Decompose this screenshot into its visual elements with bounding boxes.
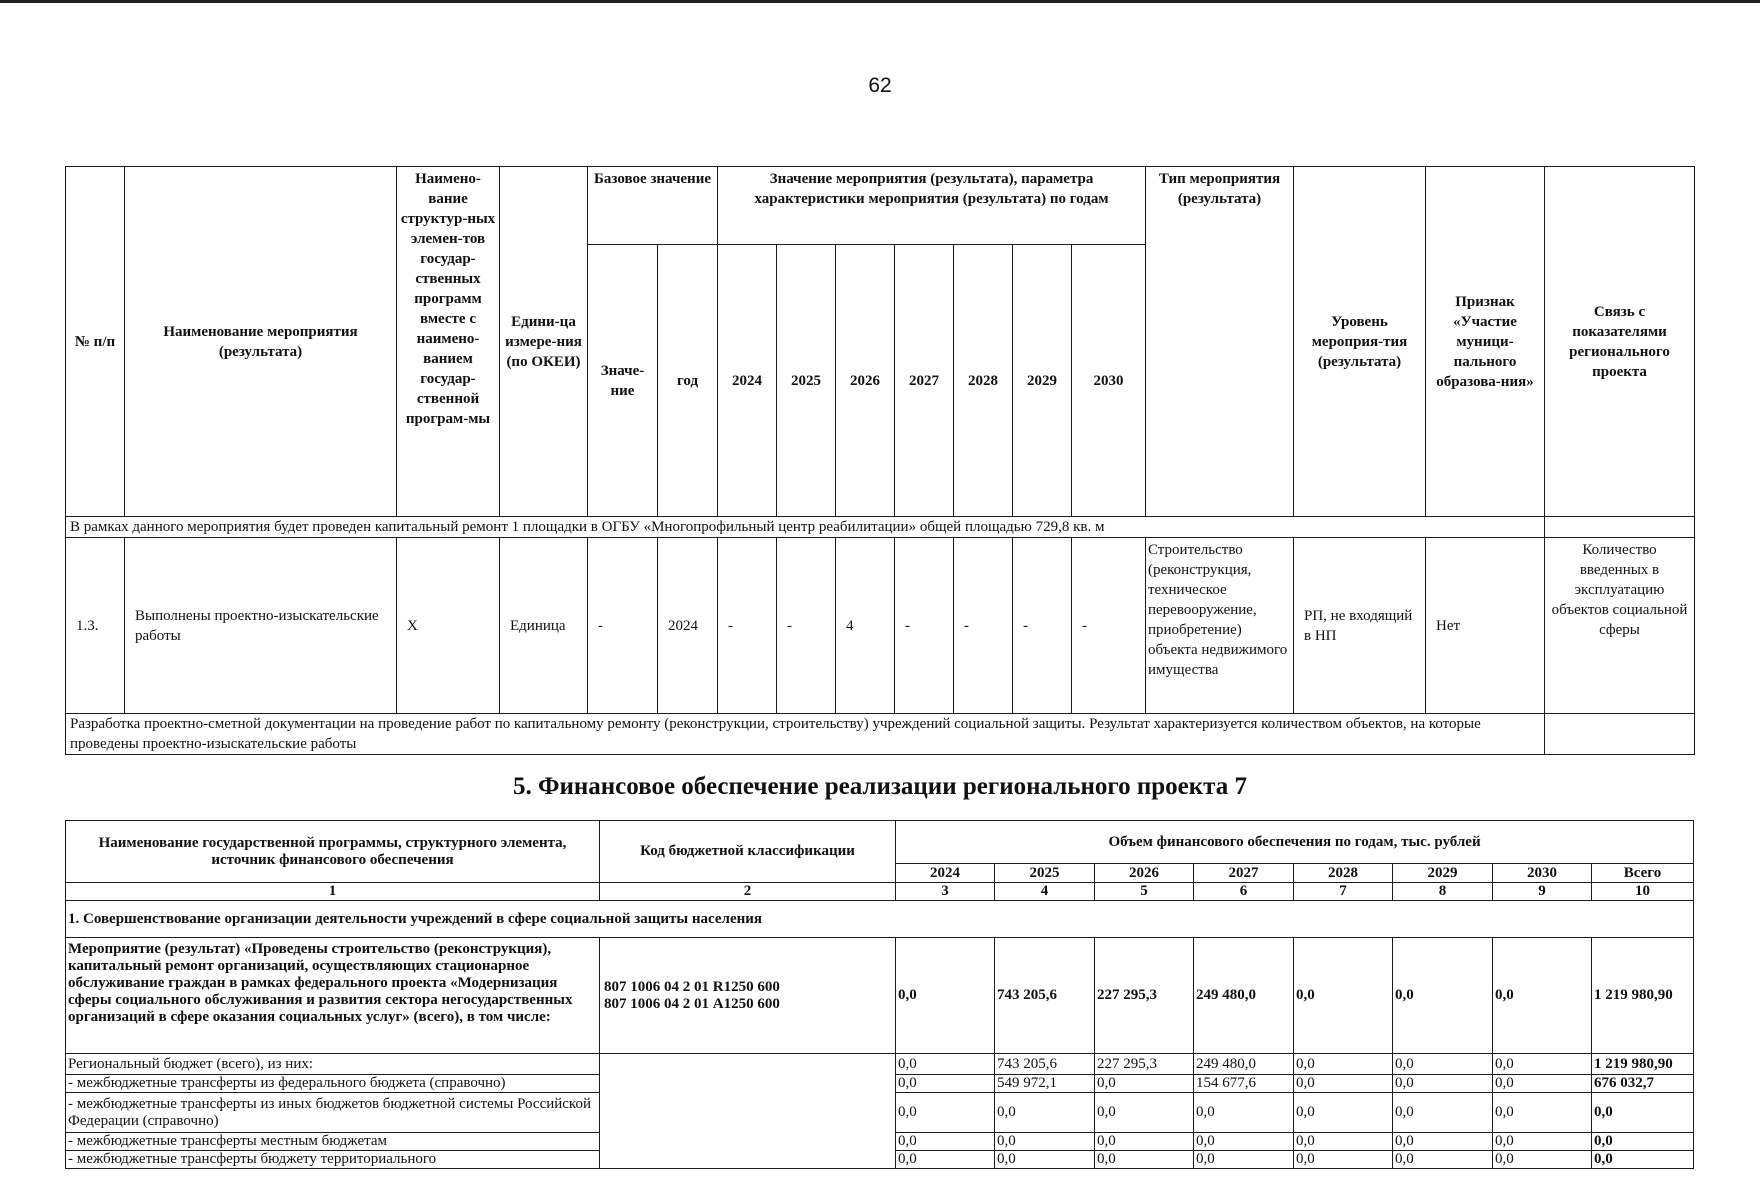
source-value: 0,0 xyxy=(1294,1151,1393,1169)
header-budget-code: Код бюджетной классификации xyxy=(600,821,896,883)
column-number: 8 xyxy=(1393,883,1493,901)
header-event-name: Наименование мероприятия (результата) xyxy=(125,167,397,517)
source-value: 0,0 xyxy=(1095,1133,1194,1151)
budget-code: 807 1006 04 2 01 А1250 600 xyxy=(604,995,780,1012)
source-value: 0,0 xyxy=(1095,1151,1194,1169)
source-value: 0,0 xyxy=(896,1151,995,1169)
column-number: 9 xyxy=(1493,883,1592,901)
note-bottom: Разработка проектно-сметной документации на проведение работ по капитальному ремонту (реконструкции, строительству) учреждений социальной защиты. Результат характеризуется количеством объектов, на которые проведены проектно-изыскательские работы xyxy=(66,714,1545,755)
empty-cell xyxy=(1545,517,1695,538)
source-value: 743 205,6 xyxy=(995,1054,1095,1075)
source-total: 676 032,7 xyxy=(1592,1075,1694,1093)
event-value: 0,0 xyxy=(1493,938,1592,1054)
header-year: 2029 xyxy=(1013,245,1072,517)
header-event-level: Уровень мероприя-тия (результата) xyxy=(1294,167,1426,517)
source-value: 0,0 xyxy=(1393,1093,1493,1133)
header-values-by-year: Значение мероприятия (результата), параметра характеристики мероприятия (результата) по годам xyxy=(718,167,1146,245)
header-year: 2026 xyxy=(836,245,895,517)
header-year: 2029 xyxy=(1393,864,1493,883)
event-value: 0,0 xyxy=(1294,938,1393,1054)
event-name: Мероприятие (результат) «Проведены строительство (реконструкция), капитальный ремонт организаций, осуществляющих стационарное обслуживание граждан в рамках федерального проекта «Модернизация сферы социального обслуживания и развития сектора негосударственных организаций в сфере оказания социальных услуг» (всего), в том числе: xyxy=(66,938,600,1054)
source-value: 0,0 xyxy=(1294,1054,1393,1075)
source-total: 1 219 980,90 xyxy=(1592,1054,1694,1075)
event-value: 0,0 xyxy=(896,938,995,1054)
source-value: 0,0 xyxy=(1493,1151,1592,1169)
event-total: 1 219 980,90 xyxy=(1592,938,1694,1054)
top-border-line xyxy=(0,0,1760,3)
column-number: 2 xyxy=(600,883,896,901)
source-value: 0,0 xyxy=(995,1093,1095,1133)
row-num: 1.3. xyxy=(66,538,125,714)
section-row: 1. Совершенствование организации деятельности учреждений в сфере социальной защиты населения xyxy=(66,901,1694,938)
header-year: 2024 xyxy=(718,245,777,517)
row-year-value: - xyxy=(1013,538,1072,714)
source-value: 0,0 xyxy=(1194,1151,1294,1169)
header-unit: Едини-ца измере-ния (по ОКЕИ) xyxy=(500,167,588,517)
financing-table xyxy=(65,820,1694,1169)
row-year-value: - xyxy=(895,538,954,714)
source-value: 154 677,6 xyxy=(1194,1075,1294,1093)
source-label: - межбюджетные трансферты бюджету территориального xyxy=(66,1151,600,1169)
source-value: 0,0 xyxy=(1493,1133,1592,1151)
budget-code: 807 1006 04 2 01 R1250 600 xyxy=(604,978,780,995)
source-value: 0,0 xyxy=(1095,1093,1194,1133)
header-financing-volume: Объем финансового обеспечения по годам, тыс. рублей xyxy=(896,821,1694,864)
row-structural: Х xyxy=(397,538,500,714)
row-municipal: Нет xyxy=(1426,538,1545,714)
event-value: 227 295,3 xyxy=(1095,938,1194,1054)
header-year: 2030 xyxy=(1493,864,1592,883)
source-value: 0,0 xyxy=(995,1151,1095,1169)
budget-codes xyxy=(600,938,896,1054)
row-event-name: Выполнены проектно-изыскательские работы xyxy=(125,538,397,714)
row-event-type: Строительство (реконструкция, техническое перевооружение, приобретение) объекта недвижимого имущества xyxy=(1146,538,1294,714)
source-label: - межбюджетные трансферты из федерального бюджета (справочно) xyxy=(66,1075,600,1093)
empty-code-cell xyxy=(600,1054,896,1169)
source-label: - межбюджетные трансферты из иных бюджетов бюджетной системы Российской Федерации (справочно) xyxy=(66,1093,600,1133)
column-number: 6 xyxy=(1194,883,1294,901)
events-table xyxy=(65,166,1695,755)
header-year: 2026 xyxy=(1095,864,1194,883)
row-year-value: - xyxy=(954,538,1013,714)
row-year-value: 4 xyxy=(836,538,895,714)
note-top: В рамках данного мероприятия будет проведен капитальный ремонт 1 площадки в ОГБУ «Многопрофильный центр реабилитации» общей площадью 729,8 кв. м xyxy=(66,517,1545,538)
source-value: 0,0 xyxy=(1194,1093,1294,1133)
empty-cell xyxy=(1545,714,1695,755)
row-unit: Единица xyxy=(500,538,588,714)
header-year: 2027 xyxy=(1194,864,1294,883)
source-value: 0,0 xyxy=(896,1133,995,1151)
column-number: 5 xyxy=(1095,883,1194,901)
source-total: 0,0 xyxy=(1592,1133,1694,1151)
source-value: 0,0 xyxy=(1393,1133,1493,1151)
source-value: 0,0 xyxy=(896,1075,995,1093)
source-value: 0,0 xyxy=(1294,1133,1393,1151)
header-base-value: Базовое значение xyxy=(588,167,718,245)
header-total: Всего xyxy=(1592,864,1694,883)
source-value: 0,0 xyxy=(1393,1151,1493,1169)
source-value: 0,0 xyxy=(995,1133,1095,1151)
source-value: 0,0 xyxy=(1194,1133,1294,1151)
row-base-year: 2024 xyxy=(658,538,718,714)
header-year: 2024 xyxy=(896,864,995,883)
source-label: - межбюджетные трансферты местным бюджетам xyxy=(66,1133,600,1151)
header-year: 2027 xyxy=(895,245,954,517)
source-value: 0,0 xyxy=(1095,1075,1194,1093)
header-structural-elements: Наимено-вание структур-ных элемен-тов государ-ственных программ вместе с наимено-ванием государ-ственной програм-мы xyxy=(397,167,500,517)
header-municipal-participation: Признак «Участие муници-пального образова-ния» xyxy=(1426,167,1545,517)
source-total: 0,0 xyxy=(1592,1093,1694,1133)
source-value: 0,0 xyxy=(1393,1075,1493,1093)
source-value: 227 295,3 xyxy=(1095,1054,1194,1075)
source-label: Региональный бюджет (всего), из них: xyxy=(66,1054,600,1075)
column-number: 7 xyxy=(1294,883,1393,901)
header-year: 2025 xyxy=(777,245,836,517)
event-value: 249 480,0 xyxy=(1194,938,1294,1054)
column-number: 10 xyxy=(1592,883,1694,901)
header-program-name: Наименование государственной программы, структурного элемента, источник финансового обеспечения xyxy=(66,821,600,883)
row-year-value: - xyxy=(1072,538,1146,714)
event-value: 0,0 xyxy=(1393,938,1493,1054)
source-value: 0,0 xyxy=(1493,1054,1592,1075)
row-event-level: РП, не входящий в НП xyxy=(1294,538,1426,714)
row-base-value: - xyxy=(588,538,658,714)
column-number: 3 xyxy=(896,883,995,901)
source-value: 0,0 xyxy=(1294,1075,1393,1093)
source-value: 0,0 xyxy=(1294,1093,1393,1133)
header-year: 2025 xyxy=(995,864,1095,883)
column-number: 4 xyxy=(995,883,1095,901)
header-year: 2028 xyxy=(1294,864,1393,883)
column-number: 1 xyxy=(66,883,600,901)
row-year-value: - xyxy=(777,538,836,714)
source-value: 0,0 xyxy=(1393,1054,1493,1075)
page-number: 62 xyxy=(868,74,892,97)
source-total: 0,0 xyxy=(1592,1151,1694,1169)
source-value: 0,0 xyxy=(1493,1075,1592,1093)
source-value: 0,0 xyxy=(896,1093,995,1133)
header-year: 2030 xyxy=(1072,245,1146,517)
row-link: Количество введенных в эксплуатацию объектов социальной сферы xyxy=(1545,538,1695,714)
event-value: 743 205,6 xyxy=(995,938,1095,1054)
source-value: 549 972,1 xyxy=(995,1075,1095,1093)
source-value: 0,0 xyxy=(896,1054,995,1075)
row-year-value: - xyxy=(718,538,777,714)
section-title: 5. Финансовое обеспечение реализации регионального проекта 7 xyxy=(512,773,1248,800)
source-value: 249 480,0 xyxy=(1194,1054,1294,1075)
header-num: № п/п xyxy=(66,167,125,517)
header-year: 2028 xyxy=(954,245,1013,517)
source-value: 0,0 xyxy=(1493,1093,1592,1133)
header-event-type: Тип мероприятия (результата) xyxy=(1146,167,1294,517)
header-base-value-year: год xyxy=(658,245,718,517)
header-base-value-value: Значе-ние xyxy=(588,245,658,517)
header-link-indicators: Связь с показателями регионального проекта xyxy=(1545,167,1695,517)
